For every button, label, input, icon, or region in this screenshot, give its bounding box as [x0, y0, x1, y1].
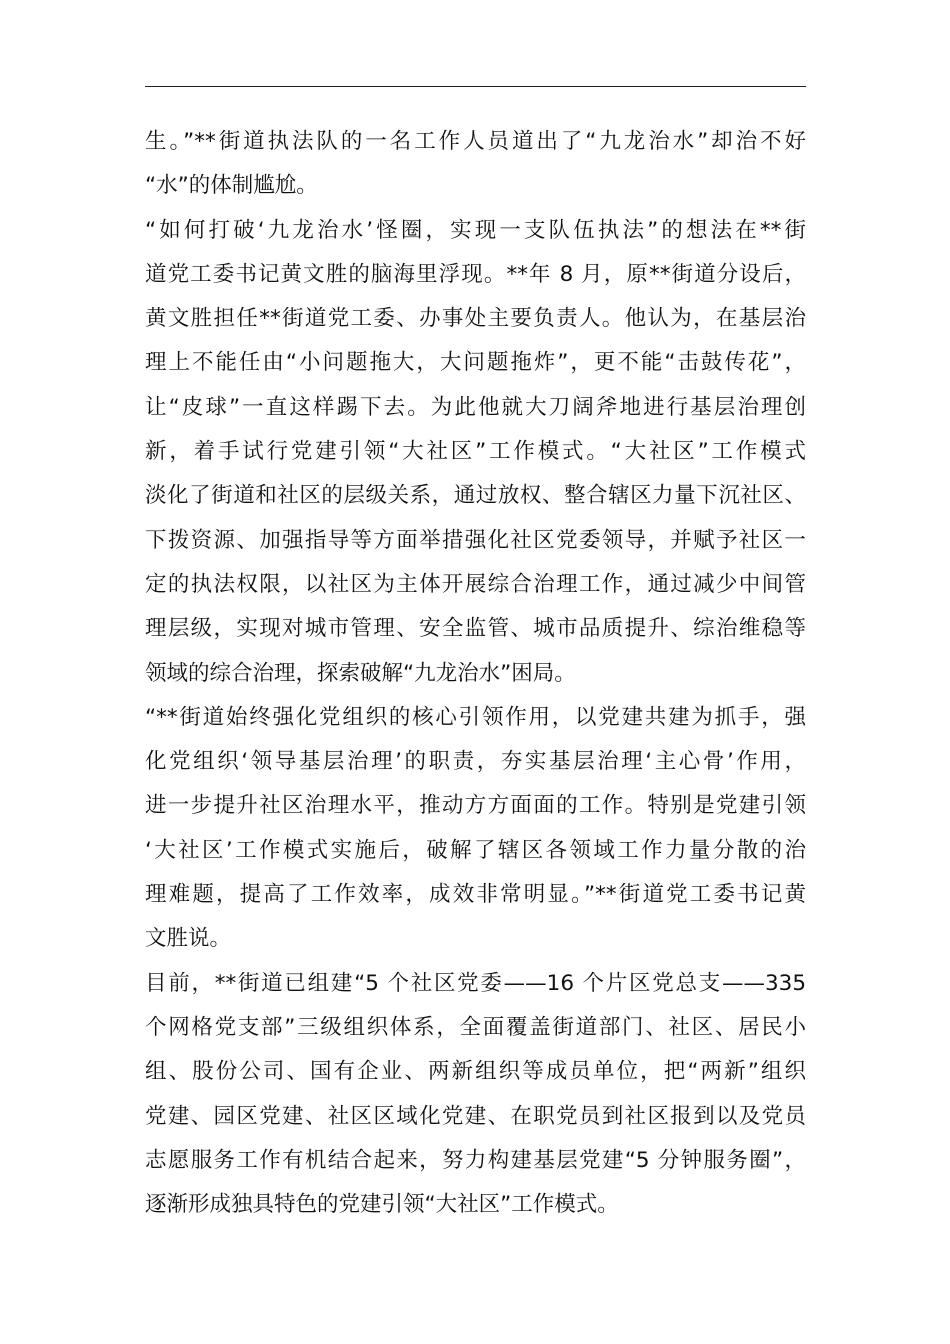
document-body — [145, 120, 806, 1227]
text-line: “**街道始终强化党组织的核心引领作用，以党建共建为抓手，强 — [145, 704, 806, 730]
text-line: ‘大社区’工作模式实施后，破解了辖区各领域工作力量分散的治 — [145, 837, 806, 863]
text-line: 新，着手试行党建引领“大社区”工作模式。“大社区”工作模式 — [145, 439, 806, 465]
text-line: “水”的体制尴尬。 — [145, 173, 318, 199]
text-line: 理层级，实现对城市管理、安全监管、城市品质提升、综治维稳等 — [145, 616, 806, 642]
text-line: 进一步提升社区治理水平，推动方方面面的工作。特别是党建引领 — [145, 793, 806, 819]
text-line: 黄文胜担任**街道党工委、办事处主要负责人。他认为，在基层治 — [145, 306, 806, 332]
text-line: “如何打破‘九龙治水’怪圈，实现一支队伍执法”的想法在**街 — [145, 217, 806, 243]
text-line: 个网格党支部”三级组织体系，全面覆盖街道部门、社区、居民小 — [145, 1014, 806, 1040]
text-line: 组、股份公司、国有企业、两新组织等成员单位，把“两新”组织 — [145, 1059, 806, 1085]
text-line: 理难题，提高了工作效率，成效非常明显。”**街道党工委书记黄 — [145, 882, 806, 908]
text-line: 生。”**街道执法队的一名工作人员道出了“九龙治水”却治不好 — [145, 129, 806, 154]
text-line: 目前，**街道已组建“5 个社区党委——16 个片区党总支——335 — [145, 970, 806, 996]
text-line: 志愿服务工作有机结合起来，努力构建基层党建“5 分钟服务圈”， — [145, 1147, 806, 1173]
text-line: 领域的综合治理，探索破解“九龙治水”困局。 — [145, 660, 576, 686]
text-line: 淡化了街道和社区的层级关系，通过放权、整合辖区力量下沉社区、 — [145, 483, 806, 509]
text-line: 道党工委书记黄文胜的脑海里浮现。**年 8 月，原**街道分设后， — [145, 261, 806, 287]
text-line: 党建、园区党建、社区区域化党建、在职党员到社区报到以及党员 — [145, 1103, 806, 1129]
text-line: 定的执法权限，以社区为主体开展综合治理工作，通过减少中间管 — [145, 571, 806, 597]
text-line: 下拨资源、加强指导等方面举措强化社区党委领导，并赋予社区一 — [145, 527, 806, 553]
text-line: 化党组织‘领导基层治理’的职责，夯实基层治理‘主心骨’作用， — [145, 749, 806, 775]
text-line: 文胜说。 — [145, 926, 232, 952]
text-line: 逐渐形成独具特色的党建引领“大社区”工作模式。 — [145, 1192, 619, 1218]
text-line: 理上不能任由“小问题拖大，大问题拖炸”，更不能“击鼓传花”， — [145, 350, 806, 376]
text-line: 让“皮球”一直这样踢下去。为此他就大刀阔斧地进行基层治理创 — [145, 394, 806, 420]
header-rule — [145, 86, 806, 87]
